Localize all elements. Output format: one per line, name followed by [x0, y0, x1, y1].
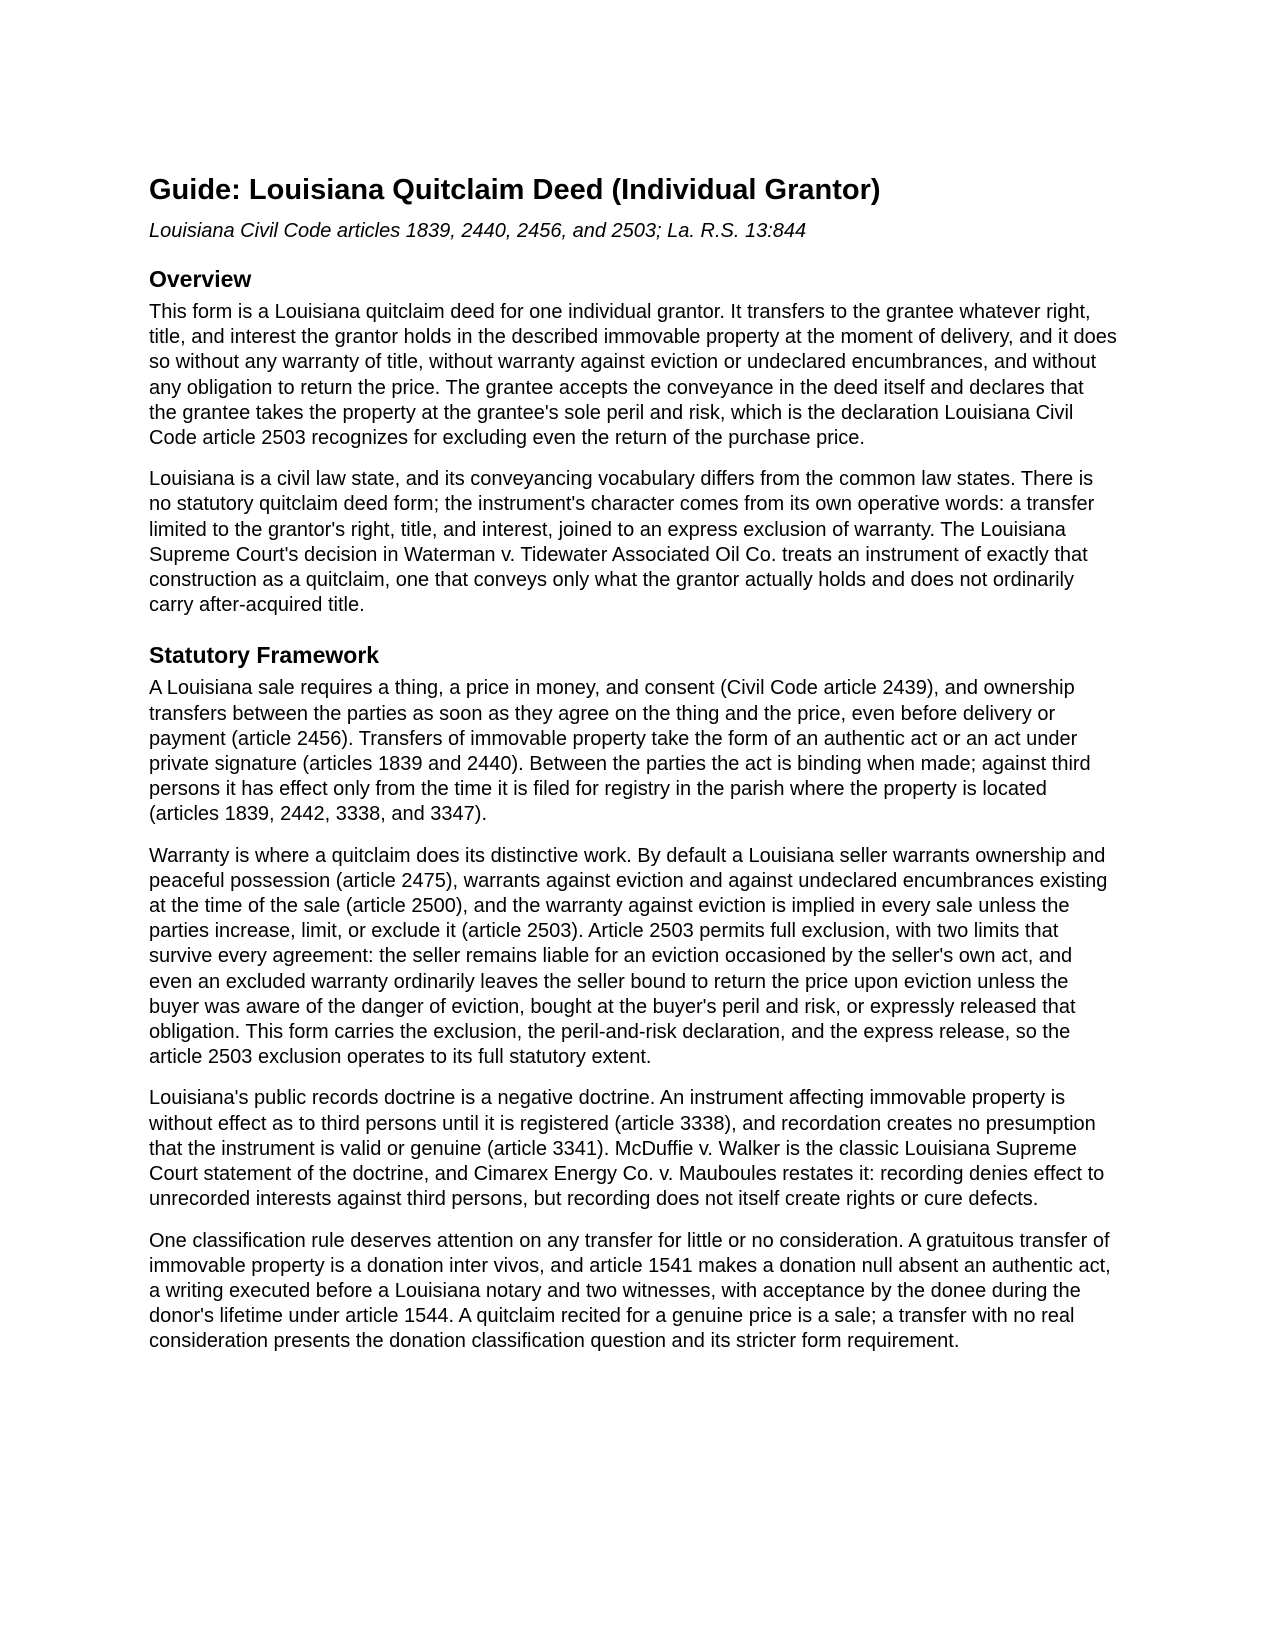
document-page: [149, 172, 1117, 1355]
overview-paragraph-1: This form is a Louisiana quitclaim deed for one individual grantor. It transfers to the grantee whatever right, title, and interest the grantor holds in the described immovable property at the moment of delivery, and it does so without any warranty of title, without warranty against eviction or undeclared encumbrances, and without any obligation to return the price. The grantee accepts the conveyance in the deed itself and declares that the grantee takes the property at the grantee's sole peril and risk, which is the declaration Louisiana Civil Code article 2503 recognizes for excluding even the return of the purchase price.: [149, 301, 1117, 450]
framework-paragraph-3: Louisiana's public records doctrine is a negative doctrine. An instrument affecting immovable property is without effect as to third persons until it is registered (article 3338), and recordation creates no presumption that the instrument is valid or genuine (article 3341). McDuffie v. Walker is the classic Louisiana Supreme Court statement of the doctrine, and Cimarex Energy Co. v. Mauboules restates it: recording denies effect to unrecorded interests against third persons, but recording does not itself create rights or cure defects.: [149, 1087, 1105, 1211]
overview-paragraph-2: Louisiana is a civil law state, and its conveyancing vocabulary differs from the common law states. There is no statutory quitclaim deed form; the instrument's character comes from its own operative words: a transfer limited to the grantor's right, title, and interest, joined to an express exclusion of warranty. The Louisiana Supreme Court's decision in Waterman v. Tidewater Associated Oil Co. treats an instrument of exactly that construction as a quitclaim, one that conveys only what the grantor actually holds and does not ordinarily carry after-acquired title.: [149, 468, 1095, 617]
framework-paragraph-2: Warranty is where a quitclaim does its distinctive work. By default a Louisiana seller warrants ownership and peaceful possession (article 2475), warrants against eviction and against undeclared encumbrances existing at the time of the sale (article 2500), and the warranty against eviction is implied in every sale unless the parties increase, limit, or exclude it (article 2503). Article 2503 permits full exclusion, with two limits that survive every agreement: the seller remains liable for an eviction occasioned by the seller's own act, and even an excluded warranty ordinarily leaves the seller bound to return the price upon eviction unless the buyer was aware of the danger of eviction, bought at the buyer's peril and risk, or expressly released that obligation. This form carries the exclusion, the peril-and-risk declaration, and the express release, so the article 2503 exclusion operates to its full statutory extent.: [149, 844, 1108, 1069]
section-heading-statutory-framework: Statutory Framework: [149, 642, 380, 669]
document-subtitle: Louisiana Civil Code articles 1839, 2440, 2456, and 2503; La. R.S. 13:844: [149, 220, 807, 242]
document-title: Guide: Louisiana Quitclaim Deed (Individual Grantor): [149, 174, 881, 206]
section-overview: [149, 264, 1117, 618]
framework-paragraph-1: A Louisiana sale requires a thing, a price in money, and consent (Civil Code article 2439), and ownership transfers between the parties as soon as they agree on the thing and the price, even before delivery or payment (article 2456). Transfers of immovable property take the form of an authentic act or an act under private signature (articles 1839 and 2440). Between the parties the act is binding when made; against third persons it has effect only from the time it is filed for registry in the parish where the property is located (articles 1839, 2442, 3338, and 3347).: [149, 677, 1091, 826]
section-statutory-framework: [149, 640, 1117, 1354]
section-heading-overview: Overview: [149, 266, 252, 292]
framework-paragraph-4: One classification rule deserves attention on any transfer for little or no consideration. A gratuitous transfer of immovable property is a donation inter vivos, and article 1541 makes a donation null absent an authentic act, a writing executed before a Louisiana notary and two witnesses, with acceptance by the donee during the donor's lifetime under article 1544. A quitclaim recited for a genuine price is a sale; a transfer with no real consideration presents the donation classification question and its stricter form requirement.: [149, 1229, 1111, 1353]
